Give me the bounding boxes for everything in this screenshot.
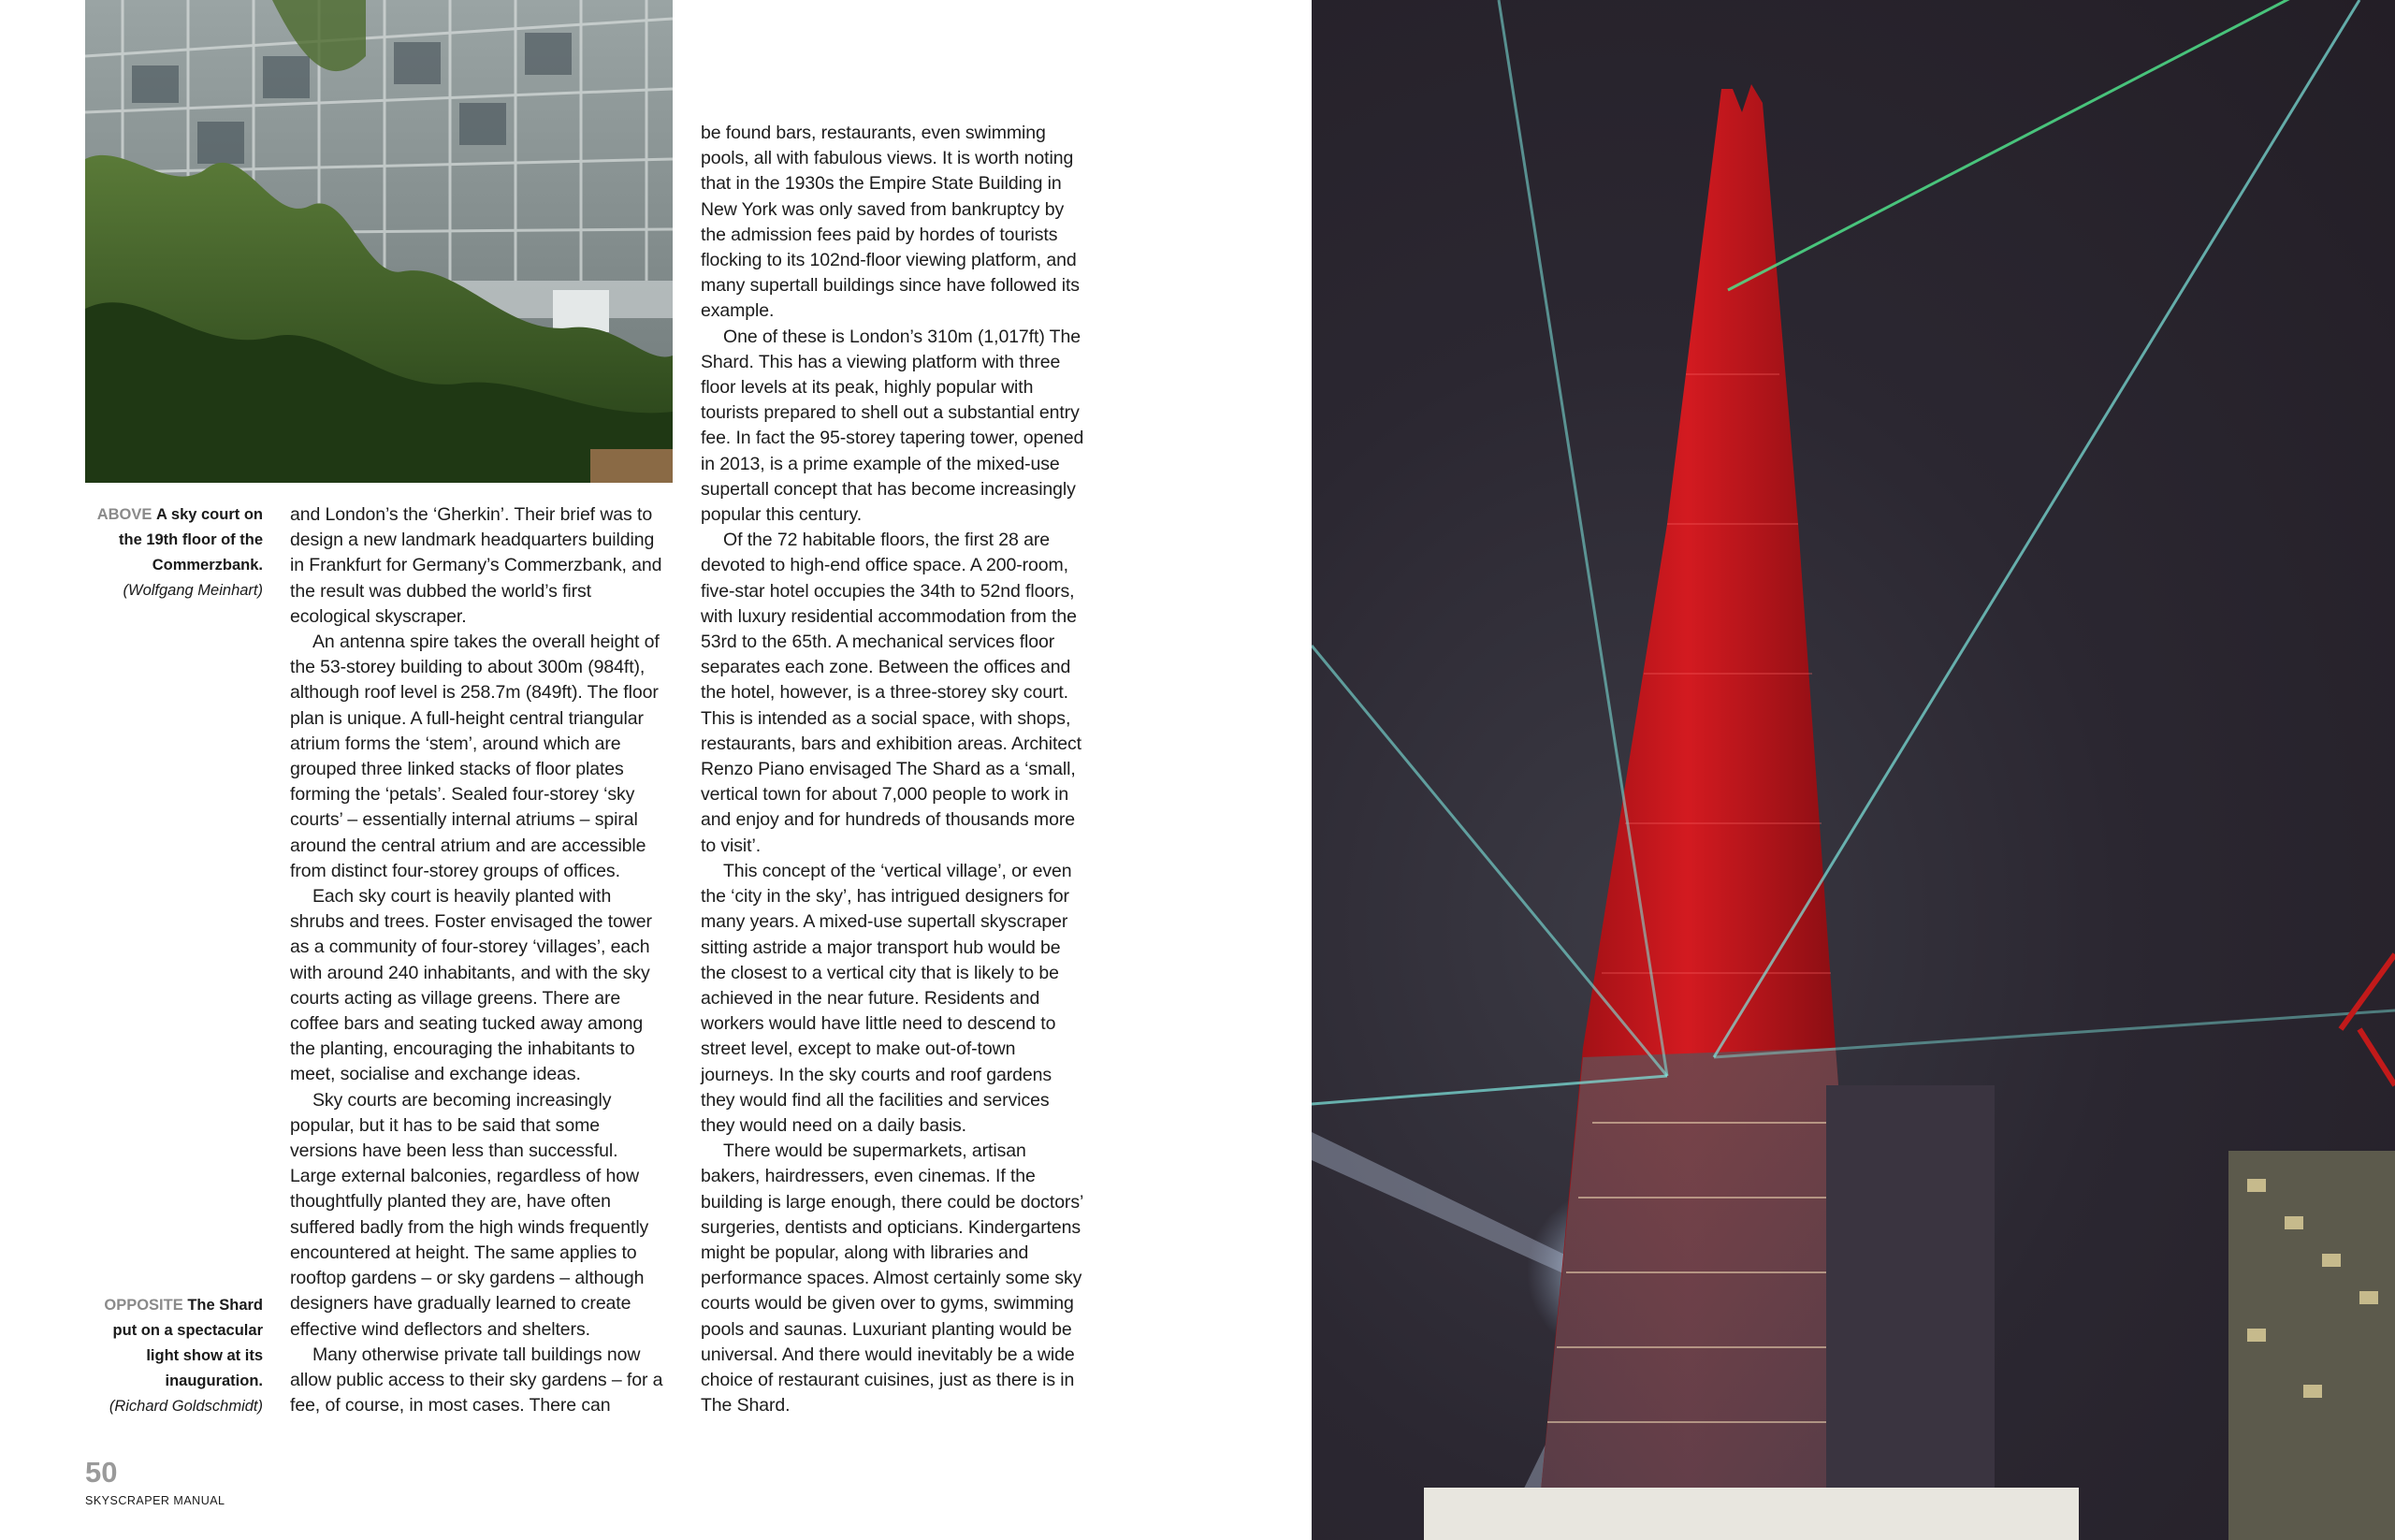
paragraph: An antenna spire takes the overall height of the 53-storey building to about 300m (984ft), although roof level is 258.7m (849ft). The floor plan is unique. A full-height central triangular atrium forms the ‘stem’, around which are grouped three linked stacks of floor plates forming the ‘petals’. Sealed four-storey ‘sky courts’ – essentially internal atriums – spiral around the central atrium and are accessible from distinct four-storey groups of offices. [290,632,660,881]
photo-credit: (Wolfgang Meinhart) [123,582,263,599]
page-number: 50 [85,1456,118,1489]
shard-photo [1312,0,2395,1540]
paragraph: Many otherwise private tall buildings now allow public access to their sky gardens – for a fee, of course, in most cases. There can [290,1344,663,1417]
caption-opposite [84,1293,263,1419]
paragraph: Of the 72 habitable floors, the first 28 are devoted to high-end office space. A 200-room, five-star hotel occupies the 34th to 52nd floors, with luxury residential accommodation from the 53rd to the 65th. A mechanical services floor separates each zone. Between the offices and the hotel, however, is a three-storey sky court. This is intended as a social space, with shops, restaurants, bars and exhibition areas. Architect Renzo Piano envisaged The Shard as a ‘small, vertical town for about 7,000 people to work in and enjoy and for hundreds of thousands more to visit’. [701,530,1081,856]
caption-label: OPPOSITE [104,1297,183,1314]
sky-court-photo [85,0,673,483]
paragraph: There would be supermarkets, artisan bakers, hairdressers, even cinemas. If the building is large enough, there could be doctors’ surgeries, dentists and opticians. Kindergartens might be popular, along with libraries and performance spaces. Almost certainly some sky courts would be given over to gyms, swimming pools and saunas. Luxuriant planting would be universal. And there would inevitably be a wide choice of restaurant cuisines, just as there is in The Shard. [701,1140,1083,1417]
photo-credit: (Richard Goldschmidt) [109,1398,263,1415]
caption-text: The Shard put on a spectacular light show at its inauguration. [112,1297,263,1389]
paragraph: One of these is London’s 310m (1,017ft) The Shard. This has a viewing platform with three floor levels at its peak, highly popular with tourists prepared to shell out a substantial entry fee. In fact the 95-storey tapering tower, opened in 2013, is a prime example of the mixed-use supertall concept that has become increasingly popular this century. [701,326,1084,526]
running-footer: SKYSCRAPER MANUAL [85,1494,225,1507]
caption-above [94,502,263,603]
caption-label: ABOVE [96,506,152,523]
caption-text: A sky court on the 19th floor of the Commerzbank. [119,506,263,574]
text-column-2 [701,121,1084,1418]
paragraph: Each sky court is heavily planted with shrubs and trees. Foster envisaged the tower as a community of four-storey ‘villages’, each with around 240 inhabitants, and with the sky courts acting as village greens. There are coffee bars and seating tucked away among the planting, encouraging the inhabitants to meet, socialise and exchange ideas. [290,886,652,1085]
text-column-1 [290,502,669,1418]
paragraph: and London’s the ‘Gherkin’. Their brief was to design a new landmark headquarters building in Frankfurt for Germany’s Commerzbank, and the result was dubbed the world’s first ecological skyscraper. [290,504,662,627]
paragraph: This concept of the ‘vertical village’, or even the ‘city in the sky’, has intrigued designers for many years. A mixed-use supertall skyscraper sitting astride a major transport hub would be the closest to a vertical city that is likely to be achieved in the near future. Residents and workers would have little need to descend to street level, except to make out-of-town journeys. In the sky courts and roof gardens they would find all the facilities and services they would need on a daily basis. [701,860,1072,1136]
paragraph: be found bars, restaurants, even swimming pools, all with fabulous views. It is worth noting that in the 1930s the Empire State Building in New York was only saved from bankruptcy by the admission fees paid by hordes of tourists flocking to its 102nd-floor viewing platform, and many supertall buildings since have followed its example. [701,123,1080,322]
paragraph: Sky courts are becoming increasingly popular, but it has to be said that some versions have been less than successful. Large external balconies, regardless of how thoughtfully planted they are, have often suffered badly from the high winds frequently encountered at height. The same applies to rooftop gardens – or sky gardens – although designers have gradually learned to create effective wind deflectors and shelters. [290,1089,649,1340]
